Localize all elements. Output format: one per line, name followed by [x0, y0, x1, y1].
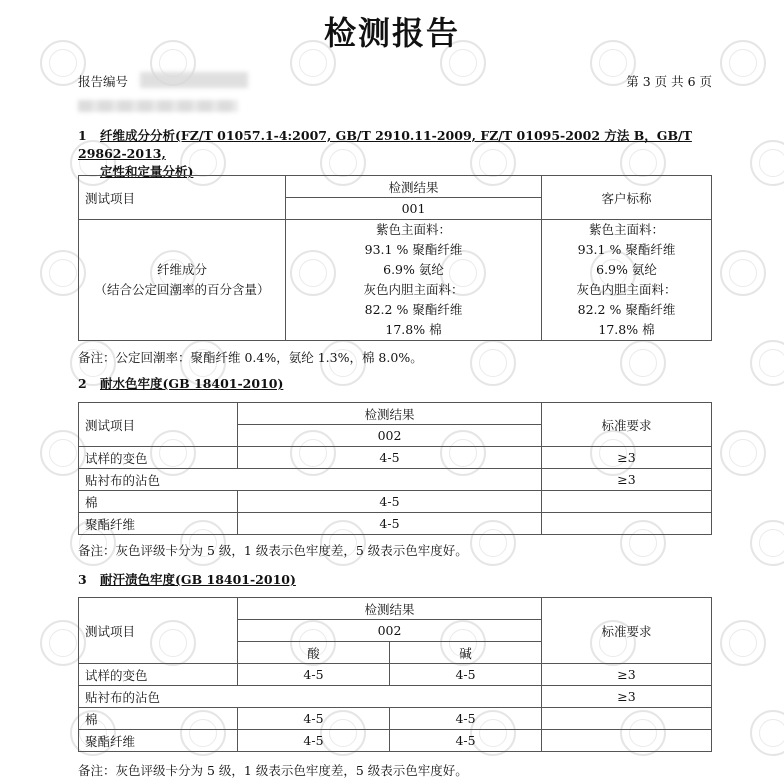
- watermark-seal-icon: [750, 520, 784, 566]
- result-line: 紫色主面料：: [375, 222, 451, 237]
- fiber-client-cell: [542, 220, 712, 341]
- header-test-result: 检测结果: [238, 598, 542, 620]
- header-alkali: 碱: [390, 642, 542, 664]
- row-alkali: 4-5: [390, 730, 542, 752]
- row-result: 4-5: [238, 491, 542, 513]
- row-item: 试样的变色: [79, 447, 238, 469]
- row-item: 试样的变色: [79, 664, 238, 686]
- row-alkali: 4-5: [390, 664, 542, 686]
- watermark-seal-icon: [750, 710, 784, 756]
- header-test-item: 测试项目: [79, 403, 238, 447]
- row-requirement: ≥3: [542, 447, 712, 469]
- section1-note: 备注：公定回潮率：聚酯纤维 0.4%，氨纶 1.3%，棉 8.0%。: [78, 350, 423, 365]
- result-line: 6.9% 氨纶: [383, 262, 444, 277]
- watermark-seal-icon: [720, 430, 766, 476]
- row-requirement: [542, 491, 712, 513]
- header-acid: 酸: [238, 642, 390, 664]
- section1-number: 1: [78, 128, 87, 143]
- watermark-seal-icon: [750, 140, 784, 186]
- section3-title: [78, 570, 296, 588]
- header-sample-no: 001: [286, 198, 542, 220]
- page-title: 检测报告: [323, 14, 460, 52]
- redacted-line: [78, 100, 238, 112]
- row-requirement: ≥3: [542, 664, 712, 686]
- watermark-seal-icon: [750, 340, 784, 386]
- header-test-item: 测试项目: [79, 598, 238, 664]
- client-line: 紫色主面料：: [588, 222, 664, 237]
- row-result: 4-5: [238, 447, 542, 469]
- row-requirement: ≥3: [542, 469, 712, 491]
- row-requirement: [542, 513, 712, 535]
- section3-title-text: 耐汗渍色牢度(GB 18401-2010): [100, 572, 296, 587]
- header-sample-no: 002: [238, 620, 542, 642]
- client-line: 17.8% 棉: [598, 322, 655, 337]
- section3-number: 3: [78, 572, 87, 587]
- watermark-seal-icon: [720, 250, 766, 296]
- section3-note: 备注：灰色评级卡分为 5 级，1 级表示色牢度差，5 级表示色牢度好。: [78, 763, 468, 778]
- section1-title-line1: 纤维成分分析(FZ/T 01057.1-4:2007, GB/T 2910.11-2009, FZ/T 01095-2002 方法 B，GB/T 29862-2013,: [78, 128, 692, 161]
- client-line: 82.2 % 聚酯纤维: [577, 302, 676, 317]
- redacted-report-number: [140, 72, 248, 88]
- report-number-label: 报告编号: [78, 74, 129, 89]
- section1-title-line2: 定性和定量分析): [100, 164, 194, 179]
- fiber-composition-table: [78, 175, 712, 341]
- result-line: 17.8% 棉: [385, 322, 442, 337]
- row-item: 聚酯纤维: [79, 513, 238, 535]
- watermark-seal-icon: [620, 340, 666, 386]
- row-item: 聚酯纤维: [79, 730, 238, 752]
- watermark-seal-icon: [470, 340, 516, 386]
- perspiration-fastness-table: [78, 597, 712, 752]
- row-item: 贴衬布的沾色: [79, 469, 542, 491]
- fiber-result-cell: [286, 220, 542, 341]
- result-line: 93.1 % 聚酯纤维: [364, 242, 463, 257]
- section1-title: [78, 127, 718, 181]
- section2-number: 2: [78, 376, 87, 391]
- row-result: 4-5: [238, 513, 542, 535]
- header-sample-no: 002: [238, 425, 542, 447]
- row-requirement: [542, 708, 712, 730]
- result-line: 灰色内胆主面料：: [363, 282, 464, 297]
- page-info: 第 3 页 共 6 页: [626, 74, 712, 89]
- fiber-item-sublabel: （结合公定回潮率的百分含量）: [94, 282, 270, 297]
- header-test-result: 检测结果: [238, 403, 542, 425]
- header-standard-requirement: 标准要求: [542, 598, 712, 664]
- water-fastness-table: [78, 402, 712, 535]
- client-line: 6.9% 氨纶: [596, 262, 657, 277]
- fiber-item-label: 纤维成分: [156, 262, 207, 277]
- header-test-item: 测试项目: [79, 176, 286, 220]
- section2-title-text: 耐水色牢度(GB 18401-2010): [100, 376, 284, 391]
- header-standard-requirement: 标准要求: [542, 403, 712, 447]
- row-item: 贴衬布的沾色: [79, 686, 542, 708]
- client-line: 93.1 % 聚酯纤维: [577, 242, 676, 257]
- client-line: 灰色内胆主面料：: [576, 282, 677, 297]
- fiber-item-cell: [79, 220, 286, 341]
- row-acid: 4-5: [238, 664, 390, 686]
- row-requirement: ≥3: [542, 686, 712, 708]
- watermark-seal-icon: [720, 620, 766, 666]
- section2-note: 备注：灰色评级卡分为 5 级，1 级表示色牢度差，5 级表示色牢度好。: [78, 543, 468, 558]
- row-requirement: [542, 730, 712, 752]
- row-item: 棉: [79, 491, 238, 513]
- row-acid: 4-5: [238, 708, 390, 730]
- header-test-result: 检测结果: [286, 176, 542, 198]
- section2-title: [78, 374, 283, 392]
- row-item: 棉: [79, 708, 238, 730]
- result-line: 82.2 % 聚酯纤维: [364, 302, 463, 317]
- row-acid: 4-5: [238, 730, 390, 752]
- row-alkali: 4-5: [390, 708, 542, 730]
- header-client-label: 客户标称: [542, 176, 712, 220]
